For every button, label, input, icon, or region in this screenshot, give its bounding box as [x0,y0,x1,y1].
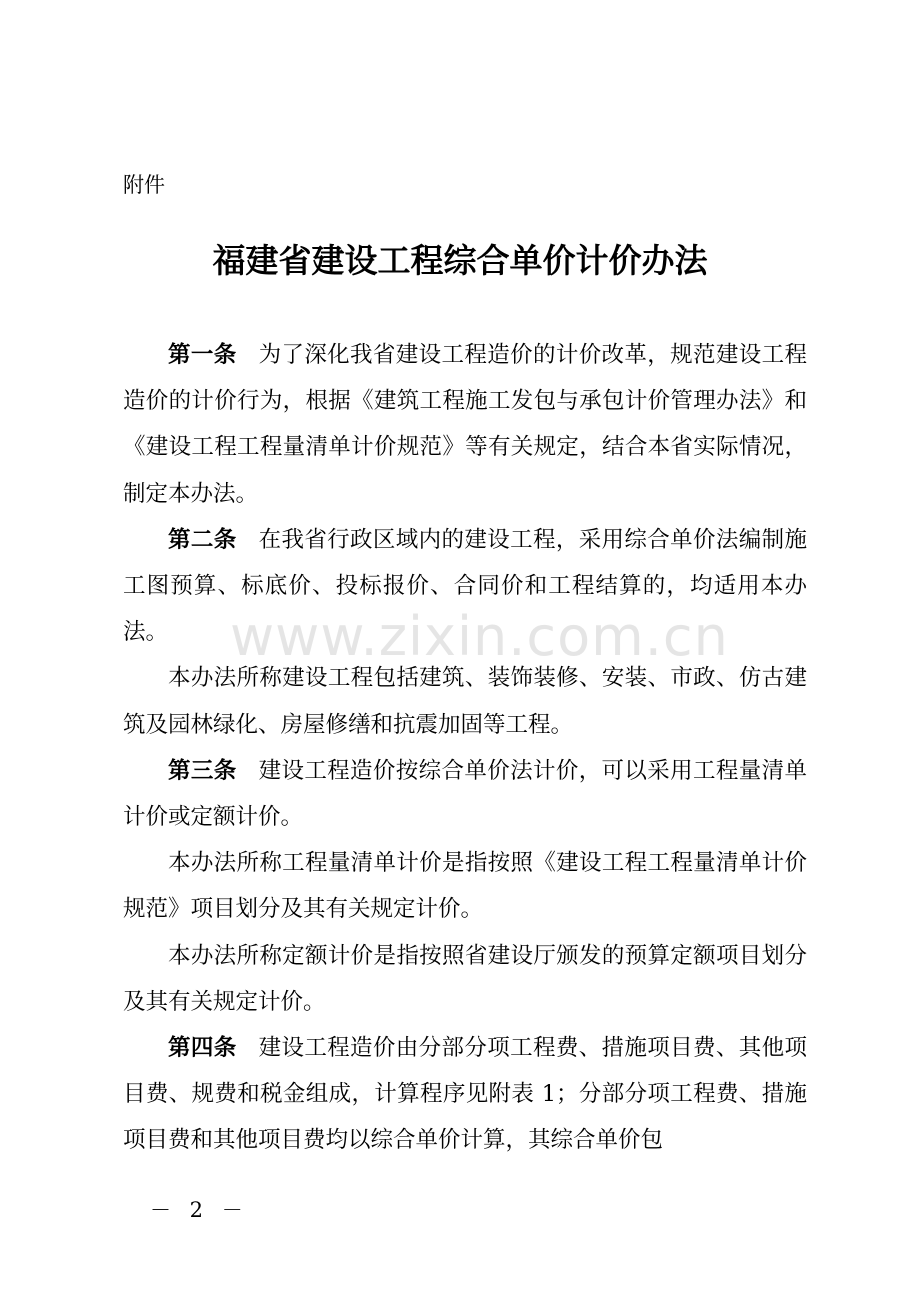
article-number: 第一条 [168,342,237,368]
paragraph-text: 建设工程造价按综合单价法计价，可以采用工程量清单计价或定额计价。 [123,757,807,831]
paragraph-article-1 [123,332,807,517]
paragraph-quota-pricing [123,933,807,1025]
watermark: www.zixin.com.cn [230,605,729,668]
paragraph-article-2 [123,517,807,656]
paragraph-text: 在我省行政区域内的建设工程，采用综合单价法编制施工图预算、标底价、投标报价、合同价和工程结算的，均适用本办法。 [123,526,807,646]
paragraph-text: 本办法所称工程量清单计价是指按照《建设工程工程量清单计价规范》项目划分及其有关规定计价。 [123,850,807,923]
paragraph-article-3 [123,748,807,840]
paragraph-bill-pricing [123,840,807,932]
document-body [123,332,807,1164]
paragraph-scope [123,655,807,747]
paragraph-text: 建设工程造价由分部分项工程费、措施项目费、其他项目费、规费和税金组成，计算程序见附表 1；分部分项工程费、措施项目费和其他项目费均以综合单价计算，其综合单价包 [123,1035,807,1154]
article-number: 第二条 [168,526,237,553]
paragraph-article-4 [123,1025,807,1164]
article-number: 第三条 [168,757,237,784]
paragraph-text: 本办法所称建设工程包括建筑、装饰装修、安装、市政、仿古建筑及园林绿化、房屋修缮和抗震加固等工程。 [123,665,807,738]
document-title: 福建省建设工程综合单价计价办法 [212,241,708,280]
article-number: 第四条 [168,1035,237,1062]
page-number: － 2 － [150,1198,249,1222]
paragraph-text: 本办法所称定额计价是指按照省建设厅颁发的预算定额项目划分及其有关规定计价。 [123,942,807,1015]
attachment-label: 附件 [123,173,165,197]
paragraph-text: 为了深化我省建设工程造价的计价改革，规范建设工程造价的计价行为，根据《建筑工程施工发包与承包计价管理办法》和《建设工程工程量清单计价规范》等有关规定，结合本省实际情况，制定本办法。 [123,342,807,507]
